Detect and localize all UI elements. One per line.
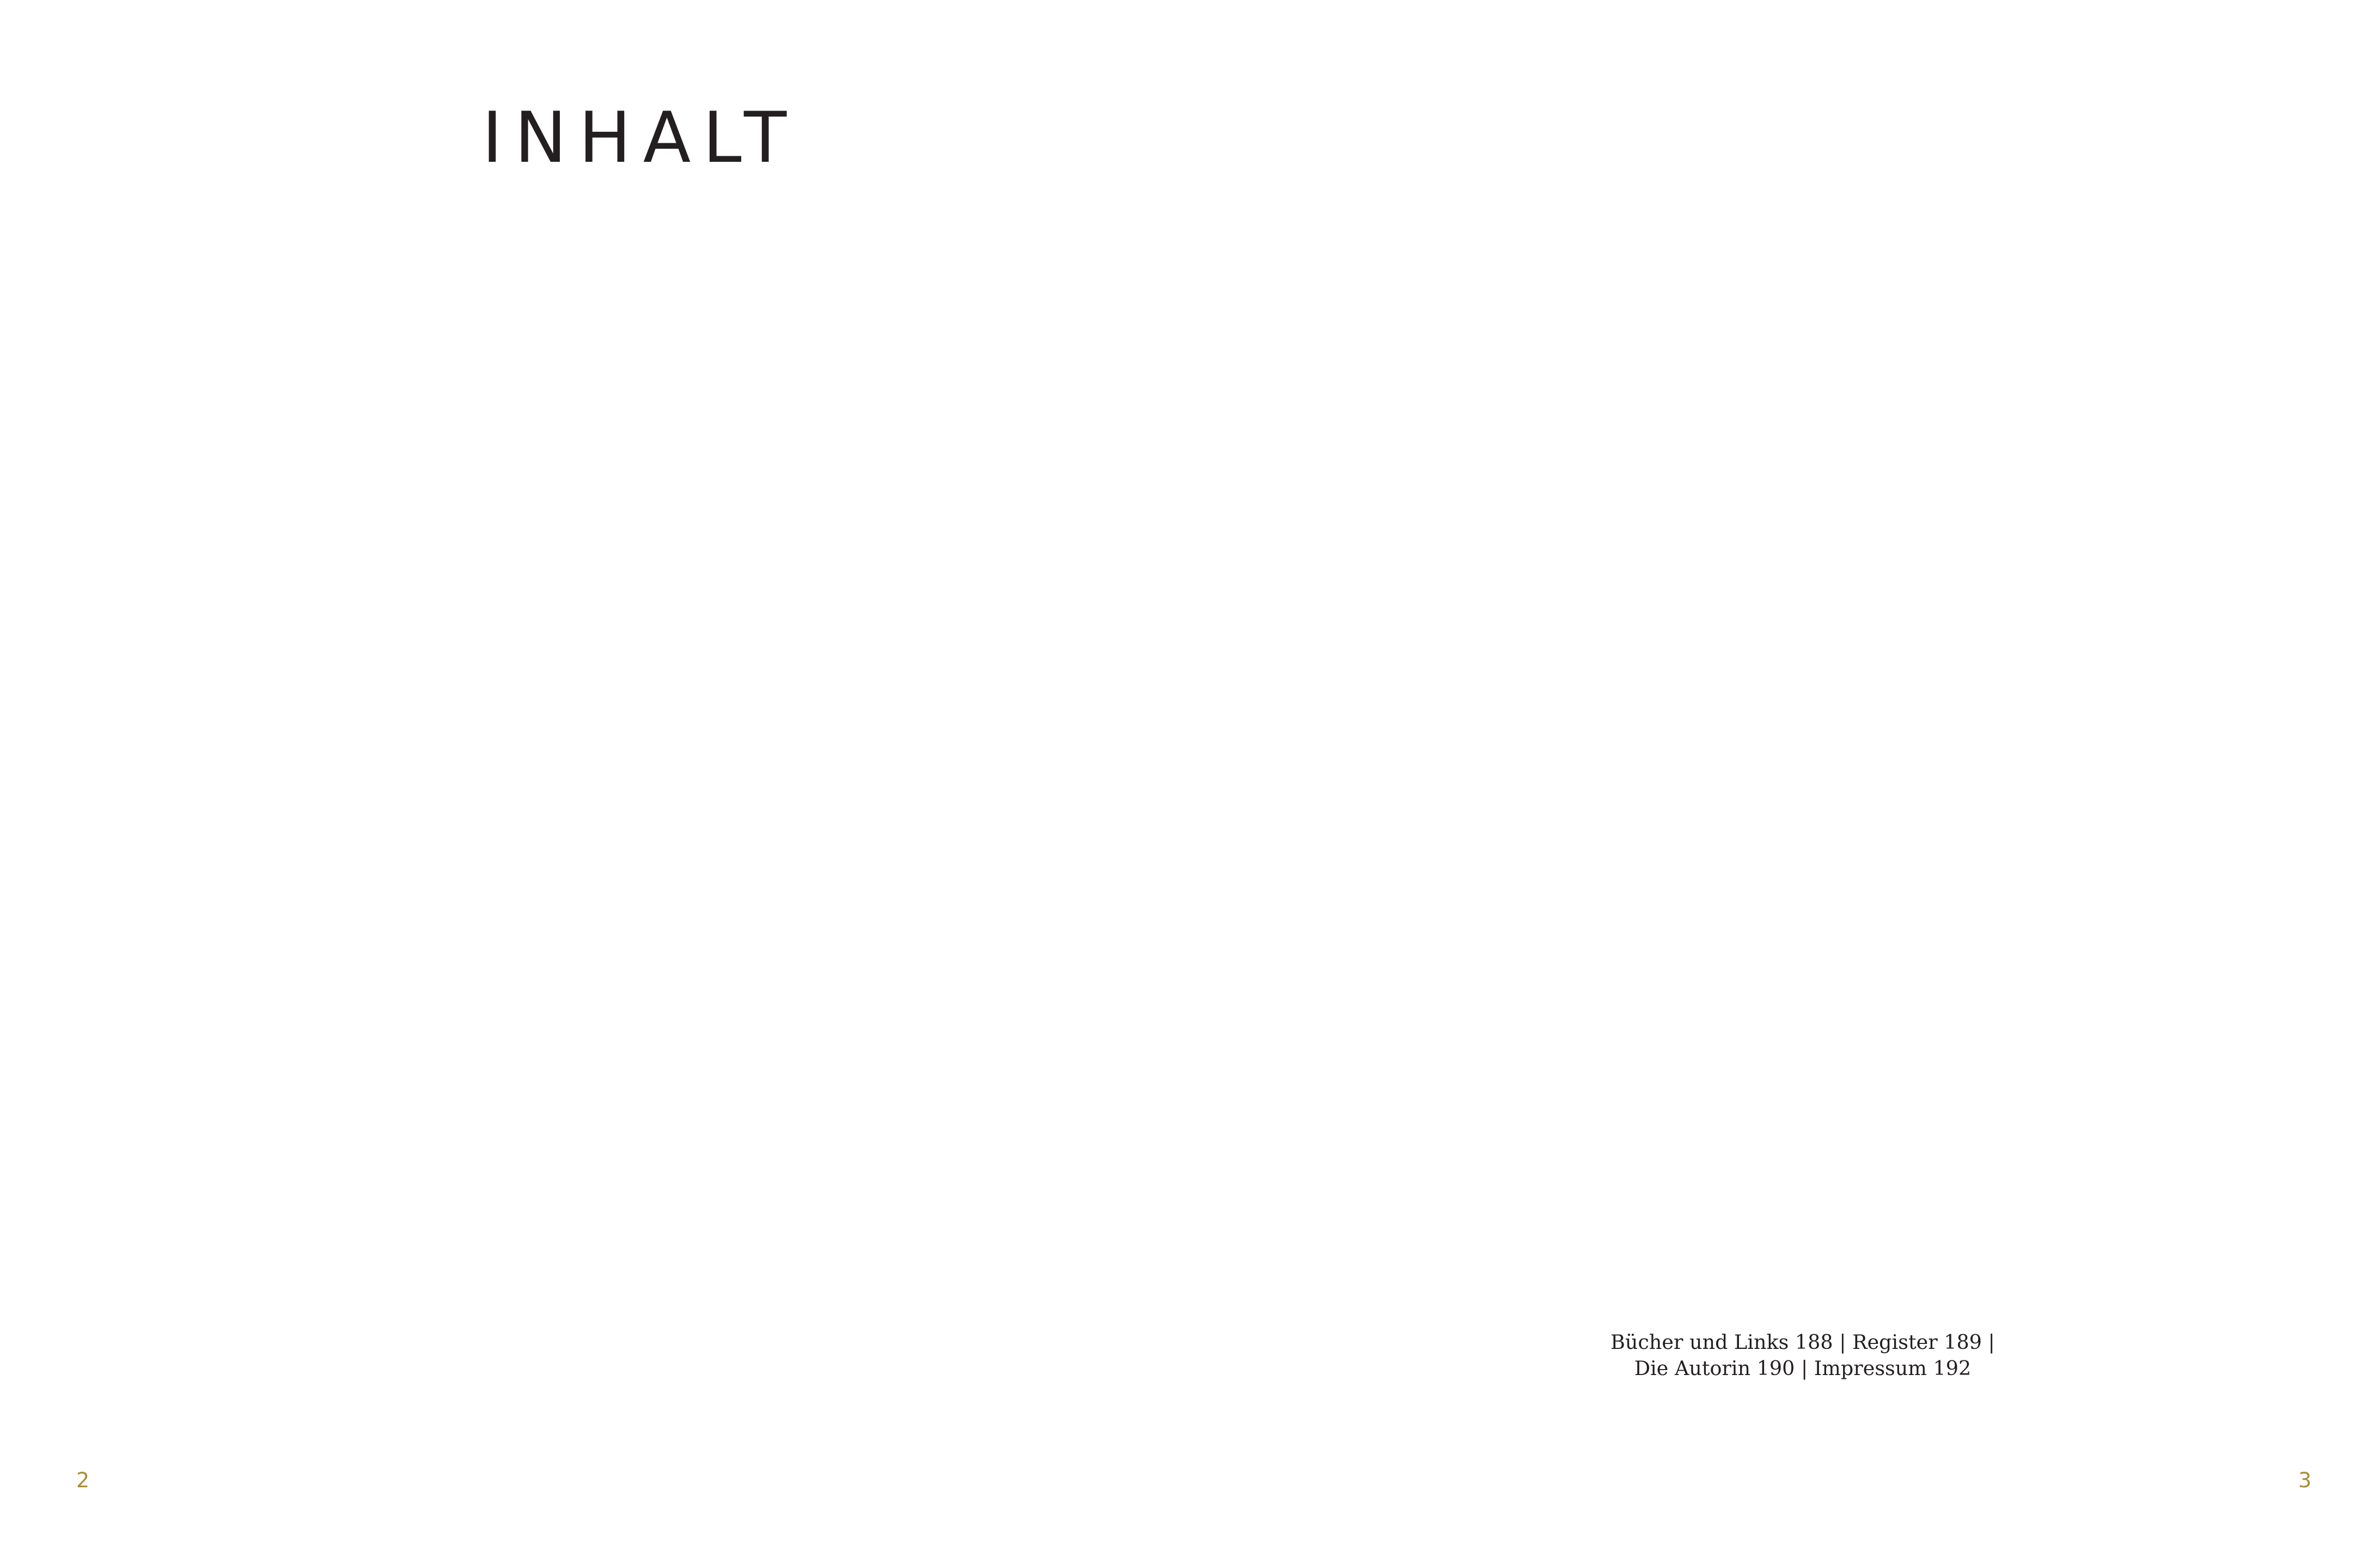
toc-footer [1481,1329,2124,1382]
page-title: INHALT [482,98,799,179]
page-number-right: 3 [2298,1468,2312,1492]
page-number-left: 2 [76,1468,90,1492]
footer-line-2: Die Autorin 190 | Impressum 192 [1634,1357,1972,1380]
footer-line-1: Bücher und Links 188 | Register 189 | [1610,1330,1995,1354]
